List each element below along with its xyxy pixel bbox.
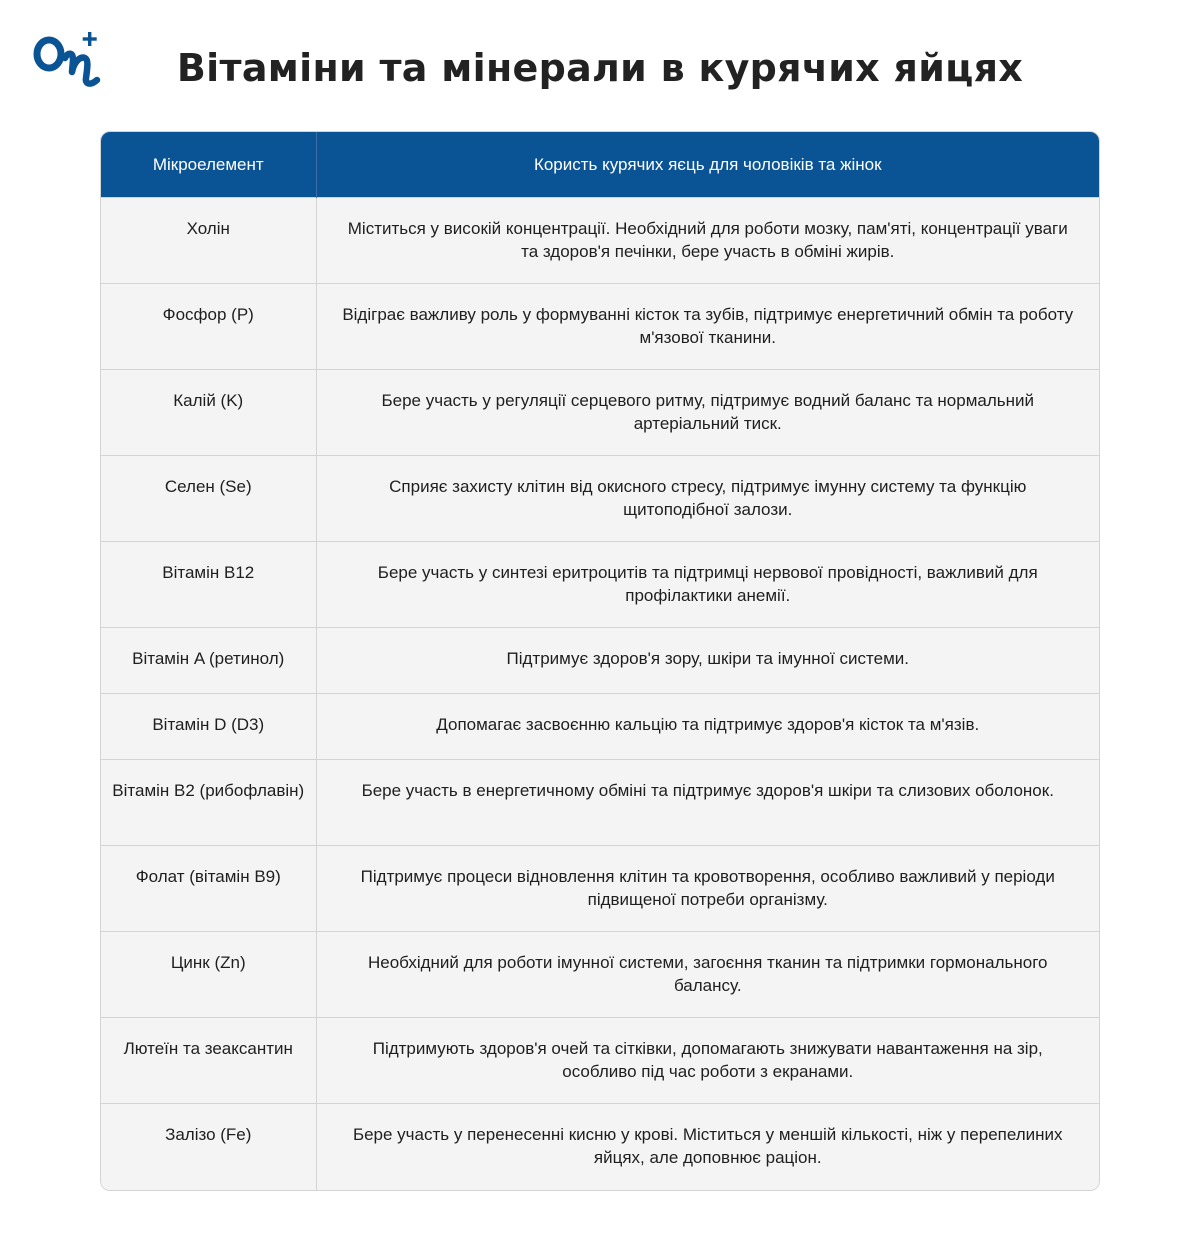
nutrient-name: Селен (Se): [101, 456, 316, 542]
table-row: [101, 932, 1099, 1018]
nutrient-benefit: Необхідний для роботи імунної системи, загоєння тканин та підтримки гормонального балансу.: [316, 932, 1099, 1018]
table-row: [101, 1018, 1099, 1104]
nutrient-benefit: Сприяє захисту клітин від окисного стресу, підтримує імунну систему та функцію щитоподібної залози.: [316, 456, 1099, 542]
nutrient-name: Фолат (вітамін B9): [101, 846, 316, 932]
page-title: Вітаміни та мінерали в курячих яйцях: [176, 46, 1024, 90]
nutrient-benefit: Допомагає засвоєнню кальцію та підтримує здоров'я кісток та м'язів.: [316, 694, 1099, 760]
nutrient-name: Вітамін B12: [101, 542, 316, 628]
table-header-row: [101, 132, 1099, 198]
nutrient-benefit: Бере участь у регуляції серцевого ритму, підтримує водний баланс та нормальний артеріальний тиск.: [316, 370, 1099, 456]
table-row: [101, 694, 1099, 760]
nutrient-name: Вітамін A (ретинол): [101, 628, 316, 694]
column-header-benefit: Користь курячих яєць для чоловіків та жінок: [316, 132, 1099, 198]
nutrient-benefit: Міститься у високій концентрації. Необхідний для роботи мозку, пам'яті, концентрації уваги та здоров'я печінки, бере участь в обміні жирів.: [316, 198, 1099, 284]
nutrient-name: Фосфор (P): [101, 284, 316, 370]
nutrient-benefit: Відіграє важливу роль у формуванні кісток та зубів, підтримує енергетичний обмін та роботу м'язової тканини.: [316, 284, 1099, 370]
nutrient-name: Лютеїн та зеаксантин: [101, 1018, 316, 1104]
nutrient-benefit: Бере участь у синтезі еритроцитів та підтримці нервової провідності, важливий для профілактики анемії.: [316, 542, 1099, 628]
nutrient-name: Вітамін B2 (рибофлавін): [101, 760, 316, 846]
table-row: [101, 846, 1099, 932]
table-row: [101, 198, 1099, 284]
table-row: [101, 370, 1099, 456]
table-row: [101, 542, 1099, 628]
column-header-element: Мікроелемент: [101, 132, 316, 198]
table-row: [101, 628, 1099, 694]
nutrient-name: Цинк (Zn): [101, 932, 316, 1018]
table-row: [101, 284, 1099, 370]
nutrient-name: Вітамін D (D3): [101, 694, 316, 760]
table-row: [101, 760, 1099, 846]
table-row: [101, 456, 1099, 542]
nutrient-benefit: Підтримує процеси відновлення клітин та кровотворення, особливо важливий у періоди підвищеної потреби організму.: [316, 846, 1099, 932]
nutrient-benefit: Бере участь у перенесенні кисню у крові. Міститься у меншій кількості, ніж у перепелиних яйцях, але доповнює раціон.: [316, 1104, 1099, 1190]
nutrient-name: Залізо (Fe): [101, 1104, 316, 1190]
nutrient-benefit: Підтримують здоров'я очей та сітківки, допомагають знижувати навантаження на зір, особливо під час роботи з екранами.: [316, 1018, 1099, 1104]
table-row: [101, 1104, 1099, 1190]
nutrient-name: Калій (K): [101, 370, 316, 456]
nutrients-table: [100, 131, 1100, 1191]
nutrient-name: Холін: [101, 198, 316, 284]
nutrient-benefit: Бере участь в енергетичному обміні та підтримує здоров'я шкіри та слизових оболонок.: [316, 760, 1099, 846]
nutrient-benefit: Підтримує здоров'я зору, шкіри та імунної системи.: [316, 628, 1099, 694]
